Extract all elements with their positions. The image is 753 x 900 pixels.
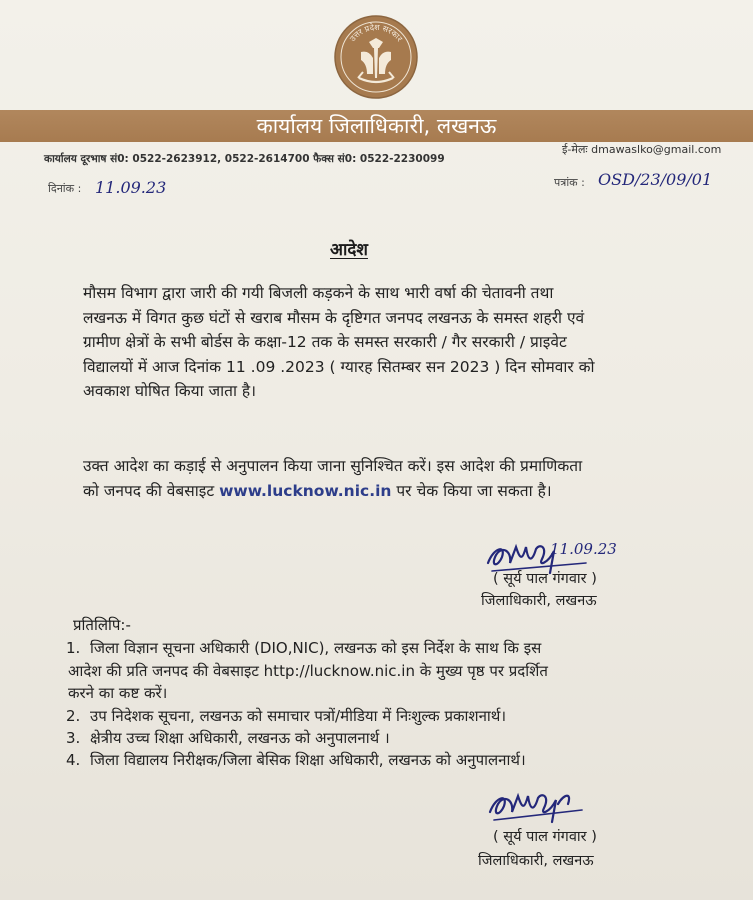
copy-item-number: 1. xyxy=(66,639,81,657)
order-line: विद्यालयों में आज दिनांक 11 .09 .2023 ( ग्यारह सितम्बर सन 2023 ) दिन सोमवार को xyxy=(83,357,595,376)
order-line: लखनऊ में विगत कुछ घंटों से खराब मौसम के दृष्टिगत जनपद लखनऊ के समस्त शहरी एवं xyxy=(83,308,585,327)
copy-item-text: करने का कष्ट करें। xyxy=(68,684,168,702)
order-paragraph-2 xyxy=(83,454,695,503)
office-title-banner xyxy=(0,110,753,142)
copy-item xyxy=(66,705,666,728)
signatory-designation: जिलाधिकारी, लखनऊ xyxy=(478,853,594,869)
copy-item-text: उप निदेशक सूचना, लखनऊ को समाचार पत्रों/मीडिया में निःशुल्क प्रकाशनार्थ। xyxy=(90,707,507,725)
reference-number: OSD/23/09/01 xyxy=(598,170,713,189)
order-line-website xyxy=(83,479,695,504)
copy-item-number: 3. xyxy=(66,729,81,747)
copy-item xyxy=(66,637,666,705)
copy-item-text: जिला विज्ञान सूचना अधिकारी (DIO,NIC), लखनऊ को इस निर्देश के साथ कि इस xyxy=(90,639,542,657)
copy-item-number: 2. xyxy=(66,707,81,725)
office-title: कार्यालय जिलाधिकारी, लखनऊ xyxy=(256,114,497,138)
signature-date: 11.09.23 xyxy=(550,540,617,558)
signature-scribble xyxy=(484,782,589,830)
signatory-name: ( सूर्य पाल गंगवार ) xyxy=(493,571,597,587)
copy-item xyxy=(66,749,686,772)
up-government-emblem xyxy=(333,14,419,100)
copy-item xyxy=(66,727,666,750)
reference-label: पत्रांक : xyxy=(554,176,585,189)
office-contact-line: कार्यालय दूरभाष सं0: 0522-2623912, 0522-2614700 फैक्स सं0: 0522-2230099 xyxy=(44,153,445,165)
copy-item-text: जिला विद्यालय निरीक्षक/जिला बेसिक शिक्षा अधिकारी, लखनऊ को अनुपालनार्थ। xyxy=(90,751,526,769)
order-line: मौसम विभाग द्वारा जारी की गयी बिजली कड़कने के साथ भारी वर्षा की चेतावनी तथा xyxy=(83,284,554,302)
order-line: ग्रामीण क्षेत्रों के सभी बोर्डस के कक्षा-12 तक के समस्त सरकारी / गैर सरकारी / प्राइवेट xyxy=(83,333,567,351)
order-line: उक्त आदेश का कड़ाई से अनुपालन किया जाना सुनिश्चित करें। इस आदेश की प्रमाणिकता xyxy=(83,457,583,475)
order-title: आदेश xyxy=(330,240,368,260)
date-label: दिनांक : xyxy=(48,182,82,195)
website-link[interactable]: www.lucknow.nic.in xyxy=(219,481,392,500)
copy-item-number: 4. xyxy=(66,751,81,769)
copies-heading: प्रतिलिपि:- xyxy=(73,616,131,634)
copy-item-text: आदेश की प्रति जनपद की वेबसाइट http://lucknow.nic.in के मुख्य पृष्ठ पर प्रदर्शित xyxy=(68,661,548,680)
signatory-name: ( सूर्य पाल गंगवार ) xyxy=(493,829,597,845)
emblem-text: उत्तर प्रदेश सरकार xyxy=(348,22,405,44)
order-text: को जनपद की वेबसाइट xyxy=(83,481,220,500)
copy-item-text: क्षेत्रीय उच्च शिक्षा अधिकारी, लखनऊ को अनुपालनार्थ । xyxy=(90,729,390,747)
order-text: पर चेक किया जा सकता है। xyxy=(391,481,552,500)
date-value: 11.09.23 xyxy=(95,178,167,197)
office-email: ई-मेलः dmawaslko@gmail.com xyxy=(562,143,722,156)
signatory-designation: जिलाधिकारी, लखनऊ xyxy=(481,593,597,609)
order-paragraph-1 xyxy=(83,281,695,404)
order-line: अवकाश घोषित किया जाता है। xyxy=(83,382,257,400)
